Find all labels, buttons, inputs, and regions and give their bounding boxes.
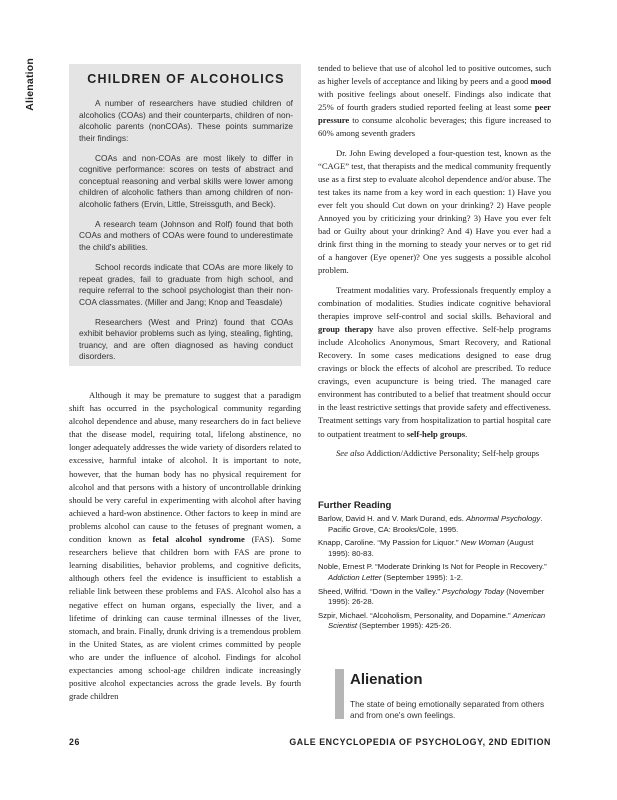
sidebar-paragraph: A research team (Johnson and Rolf) found that both COAs and mothers of COAs were found to underestimate the child's abilities.: [79, 219, 293, 252]
body-paragraph: Although it may be premature to suggest that a paradigm shift has occurred in the psychological community regarding alcohol dependence and abuse, many researchers do in fact believe that the disease model, requiring total, lifelong abstinence, no longer adequately addresses the wide variety of disorders related to excessive, harmful intake of alcohol. It is important to note, however, that the human body has no physical requirement for alcohol and that persons with a history of uncontrollable drinking should be very careful in experimenting with alcohol after having achieved a hard-won abstinence. Other factors to keep in mind are problems alcohol can cause to the fetuses of pregnant women, a condition known as fetal alcohol syndrome (FAS). Some researchers believe that children born with FAS are prone to learning disabilities, behavior problems, and cognitive deficits, although others feel the evidence is insufficient to establish a reliable link between these problems and FAS. Alcohol also has a negative effect on human organs, especially the liver, and a lifetime of drinking can cause terminal illnesses of the liver, stomach, and brain. Finally, drunk driving is a tremendous problem in the United States, as are violent crimes committed by people who are under the influence of alcohol. Findings for alcohol expectancies among school-age children indicate increasingly positive alcohol expectancies across the grade levels. By fourth grade children: [69, 390, 301, 702]
reference-item: Knapp, Caroline. “My Passion for Liquor.” New Woman (August 1995): 80-83.: [318, 538, 534, 558]
sidebar-title: CHILDREN OF ALCOHOLICS: [87, 72, 285, 86]
sidebar-paragraph: COAs and non-COAs are most likely to differ in cognitive performance: scores on tests of abstract and conceptual reasoning and verbal skills were lower among children of alcoholic fathers than among children of non-alcoholic fathers (Ervin, Little, Streissguth, and Beck).: [79, 153, 293, 209]
page-number: 26: [69, 737, 80, 747]
sidebar-paragraph: Researchers (West and Prinz) found that COAs exhibit behavior problems such as lying, stealing, fighting, truancy, and are often diagnosed as having conduct disorders.: [79, 316, 293, 362]
sidebar-paragraph: A number of researchers have studied children of alcoholics (COAs) and their counterparts, children of non-alcoholic parents (nonCOAs). These points summarize their findings:: [79, 98, 293, 143]
reference-list: [318, 514, 551, 632]
sidebar-box: [69, 64, 301, 366]
term-definition: The state of being emotionally separated from others and from one's own feelings.: [350, 699, 545, 721]
glossary-term: self-help groups: [406, 428, 466, 439]
book-title: GALE ENCYCLOPEDIA OF PSYCHOLOGY, 2ND EDITION: [289, 737, 551, 747]
further-reading: [318, 500, 551, 635]
glossary-term: mood: [530, 76, 551, 87]
further-reading-heading: Further Reading: [318, 500, 392, 511]
right-column: [318, 62, 551, 466]
section-tab-label: Alienation: [24, 58, 36, 111]
left-column: [69, 389, 301, 703]
body-paragraph: Treatment modalities vary. Professionals frequently employ a combination of modalities. Studies indicate cognitive behavioral therapies improve self-control and social skills. Behavioral and group therapy have also proven effective. Self-help programs include Alcoholics Anonymous, Smart Recovery, and Rational Recovery. In some cases medications designed to ease drug cravings or block the effects of alcohol are prescribed. To reduce cravings, even acupuncture is being tried. The managed care environment has contributed to a belief that treatment should occur in the least restrictive settings that provide safety and effectiveness. Treatment settings vary from hospitalization to partial hospital care to outpatient treatment to self-help groups.: [318, 284, 552, 439]
glossary-term: fetal alcohol syndrome: [152, 534, 245, 545]
section-tab: [24, 58, 38, 148]
glossary-term: peer pressure: [318, 102, 551, 126]
body-paragraph: Dr. John Ewing developed a four-question test, known as the “CAGE” test, that therapists and the medical community frequently use as a first step to evaluate alcohol dependence and/or abuse. The test takes its name from a key word in each question: 1) Have you ever felt you should Cut down on your drinking? 2) Have people Annoyed you by criticizing your drinking? 3) Have you ever felt bad or Guilty about your drinking? And 4) Have you ever had a drink first thing in the morning to steady your nerves or to get rid of a hangover (Eye opener)? One yes suggests a possible alcohol problem.: [318, 147, 551, 276]
reference-item: Szpir, Michael. “Alcoholism, Personality, and Dopamine.” American Scientist (September 1995): 425-26.: [318, 610, 546, 631]
term-entry: [335, 669, 553, 719]
see-also: See also Addiction/Addictive Personality; Self-help groups: [336, 447, 540, 458]
term-bar: [335, 669, 344, 719]
sidebar-paragraph: School records indicate that COAs are more likely to repeat grades, fail to graduate from high school, and require referral to the school psychologist than their non-COA classmates. (Miller and Jang; Knop and Teasdale): [79, 262, 293, 307]
reference-item: Sheed, Wilfrid. “Down in the Valley.” Psychology Today (November 1995): 26-28.: [318, 586, 545, 607]
body-paragraph: tended to believe that use of alcohol led to positive outcomes, such as higher levels of acceptance and liking by peers and a good mood with positive feelings about oneself. Findings also indicate that 25% of fourth graders studied reported feeling at least some peer pressure to consume alcoholic beverages; this figure increased to 60% among seventh graders: [318, 63, 551, 139]
term-title: Alienation: [350, 671, 423, 688]
glossary-term: group therapy: [318, 323, 374, 334]
reference-item: Barlow, David H. and V. Mark Durand, eds. Abnormal Psychology. Pacific Grove, CA: Brooks/Cole, 1995.: [318, 514, 543, 534]
reference-item: Noble, Ernest P. “Moderate Drinking Is Not for People in Recovery.” Addiction Letter (September 1995): 1-2.: [318, 562, 547, 582]
